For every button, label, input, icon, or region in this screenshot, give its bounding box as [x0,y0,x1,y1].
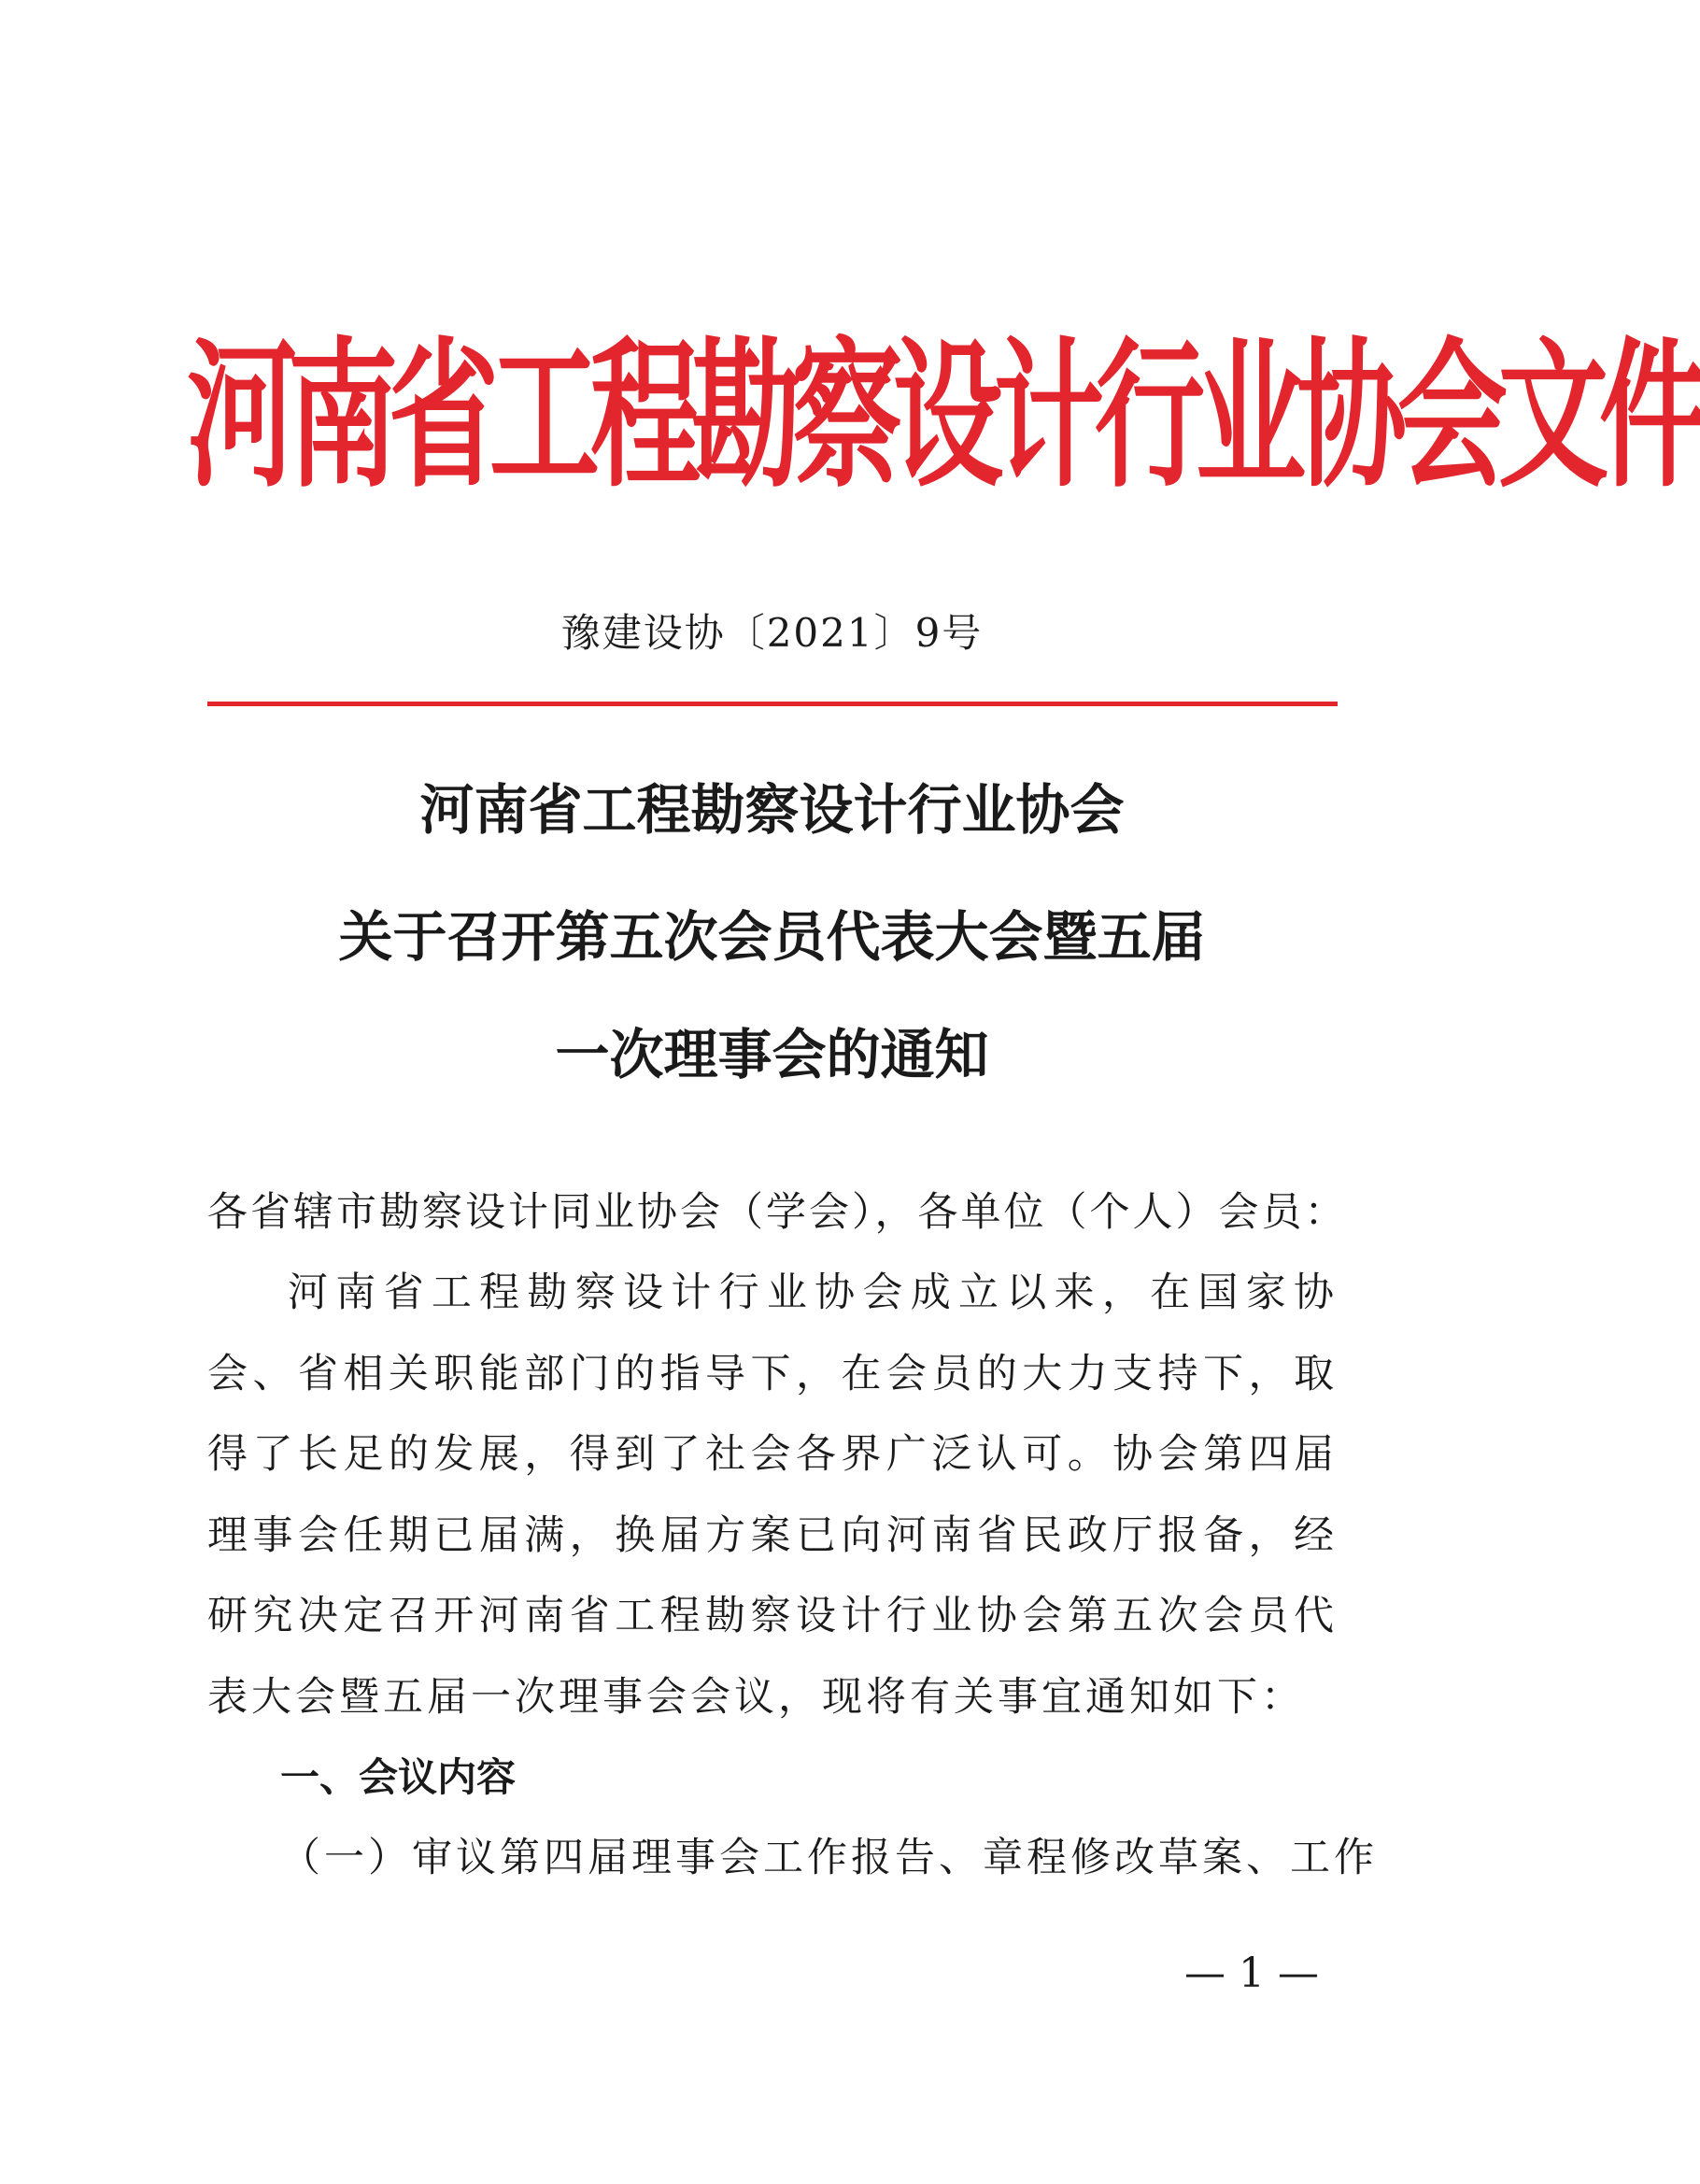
list-item: （一）审议第四届理事会工作报告、章程修改草案、工作 [280,1835,1378,1881]
document-number: 豫建设协〔2021〕9号 [560,610,984,656]
notice-title-line-2: 关于召开第五次会员代表大会暨五届 [338,905,1206,969]
body-paragraph: 河南省工程勘察设计行业协会成立以来，在国家协会、省相关职能部门的指导下，在会员的大力支持下，取得了长足的发展，得到了社会各界广泛认可。协会第四届理事会任期已届满，换届方案已向河南省民政厅报备，经研究决定召开河南省工程勘察设计行业协会第五次会员代表大会暨五届一次理事会会议，现将有关事宜通知如下： [207,1269,1338,1721]
notice-title-line-3: 一次理事会的通知 [555,1023,989,1086]
section-heading: 一、会议内容 [280,1754,517,1800]
page-number: — 1 — [1184,1950,1319,1997]
masthead-title: 河南省工程勘察设计行业协会文件 [187,321,1700,510]
salutation: 各省辖市勘察设计同业协会（学会），各单位（个人）会员： [207,1189,1348,1236]
notice-title-line-1: 河南省工程勘察设计行业协会 [419,778,1125,842]
red-divider [207,702,1338,706]
